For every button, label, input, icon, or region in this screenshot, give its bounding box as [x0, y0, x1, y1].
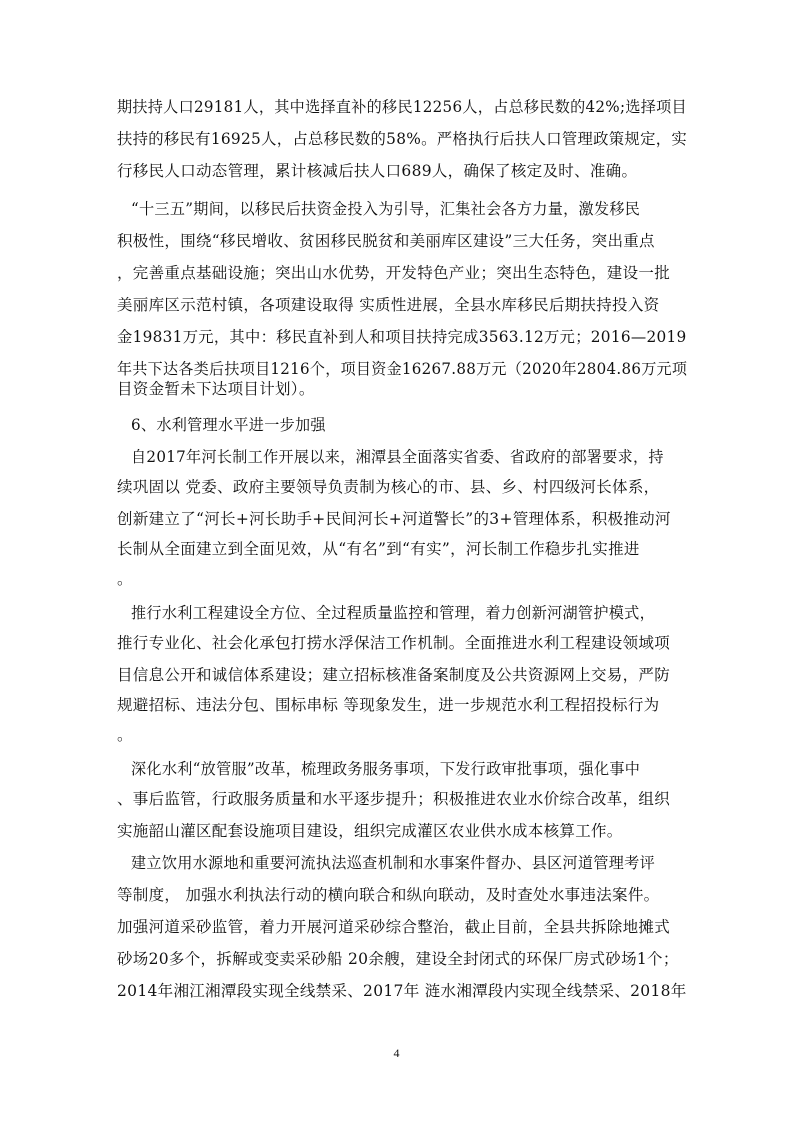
- text-line: 年共下达各类后扶项目1216个，项目资金16267.88万元（2020年2804.86万元项: [117, 360, 688, 378]
- paragraph-start-line: 推行水利工程建设全方位、全过程质量监控和管理，着力创新河湖管护模式，: [131, 604, 655, 622]
- text-line: 行移民人口动态管理，累计核减后扶人口689人，确保了核定及时、准确。: [117, 162, 638, 180]
- text-line: 期扶持人口29181人，其中选择直补的移民12256人，占总移民数的42%;选择项目: [117, 98, 687, 116]
- text-line: 目信息公开和诚信体系建设；建立招标核准备案制度及公共资源网上交易，严防: [117, 666, 671, 684]
- text-line: 扶持的移民有16925人，占总移民数的58%。严格执行后扶人口管理政策规定，实: [117, 130, 687, 148]
- text-line: 等制度， 加强水利执法行动的横向联合和纵向联动，及时查处水事违法案件。: [117, 886, 660, 904]
- text-line: 2014年湘江湘潭段实现全线禁采、2017年 涟水湘潭段内实现全线禁采、2018年: [117, 982, 687, 1000]
- paragraph-start-line: 深化水利“放管服”改革，梳理政务服务事项，下发行政审批事项，强化事中: [131, 760, 641, 778]
- text-line: 、事后监管，行政服务质量和水平逐步提升；积极推进农业水价综合改革，组织: [117, 790, 671, 808]
- text-line: 。: [117, 570, 133, 588]
- text-line: ，完善重点基础设施；突出山水优势，开发特色产业；突出生态特色，建设一批: [117, 264, 671, 282]
- text-line: 美丽库区示范村镇，各项建设取得 实质性进展，全县水库移民后期扶持投入资: [117, 296, 660, 314]
- text-line: 创新建立了“河长+河长助手+民间河长+河道警长”的3+管理体系，积极推动河: [117, 510, 671, 528]
- text-line: 实施韶山灌区配套设施项目建设，组织完成灌区农业供水成本核算工作。: [117, 822, 623, 840]
- paragraph-start-line: 建立饮用水源地和重要河流执法巡查机制和水事案件督办、县区河道管理考评: [131, 854, 655, 872]
- text-line: 目资金暂未下达项目计划）。: [117, 380, 315, 398]
- text-line: 长制从全面建立到全面见效，从“有名”到“有实”，河长制工作稳步扎实推进: [117, 540, 640, 558]
- text-line: 续巩固以 党委、政府主要领导负责制为核心的市、县、乡、村四级河长体系，: [117, 478, 660, 496]
- paragraph-start-line: “十三五”期间，以移民后扶资金投入为引导，汇集社会各方力量，激发移民: [131, 200, 641, 218]
- text-line: 金19831万元，其中：移民直补到人和项目扶持完成3563.12万元；2016—2019: [117, 328, 687, 346]
- page-number: 4: [393, 1046, 400, 1060]
- text-line: 加强河道采砂监管，着力开展河道采砂综合整治，截止目前，全县共拆除地摊式: [117, 918, 671, 936]
- paragraph-start-line: 自2017年河长制工作开展以来，湘潭县全面落实省委、省政府的部署要求，持: [131, 448, 664, 466]
- section-heading: 6、水利管理水平进一步加强: [131, 416, 326, 434]
- text-line: 砂场20多个，拆解或变卖采砂船 20余艘，建设全封闭式的环保厂房式砂场1个；: [117, 950, 679, 968]
- text-line: 推行专业化、社会化承包打捞水浮保洁工作机制。全面推进水利工程建设领域项: [117, 634, 671, 652]
- text-line: 规避招标、违法分包、围标串标 等现象发生，进一步规范水利工程招投标行为: [117, 696, 660, 714]
- text-line: 。: [117, 726, 133, 744]
- text-line: 积极性，围绕“移民增收、贫困移民脱贫和美丽库区建设”三大任务，突出重点: [117, 232, 655, 250]
